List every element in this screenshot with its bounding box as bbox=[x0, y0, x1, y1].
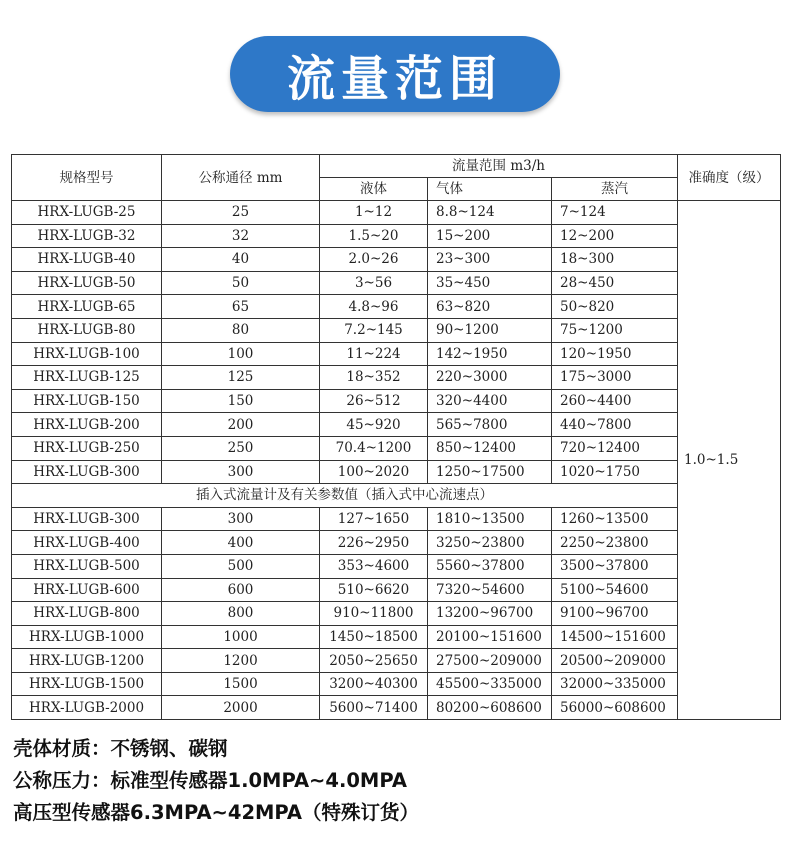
liquid-range-cell: 2.0~26 bbox=[320, 248, 428, 272]
nominal-diameter-cell: 32 bbox=[162, 224, 320, 248]
steam-range-cell: 7~124 bbox=[552, 201, 678, 225]
nominal-diameter-cell: 50 bbox=[162, 271, 320, 295]
table-row bbox=[12, 625, 781, 649]
model-cell: HRX-LUGB-40 bbox=[12, 248, 162, 272]
steam-range-cell: 5100~54600 bbox=[552, 578, 678, 602]
liquid-range-cell: 510~6620 bbox=[320, 578, 428, 602]
header-gas: 气体 bbox=[428, 178, 552, 201]
liquid-range-cell: 1450~18500 bbox=[320, 625, 428, 649]
liquid-range-cell: 11~224 bbox=[320, 342, 428, 366]
liquid-range-cell: 2050~25650 bbox=[320, 649, 428, 673]
table-row bbox=[12, 271, 781, 295]
accuracy-cell: 1.0~1.5 bbox=[678, 201, 781, 720]
note-pressure: 公称压力：标准型传感器1.0MPA~4.0MPA bbox=[13, 769, 407, 792]
table-row bbox=[12, 507, 781, 531]
liquid-range-cell: 100~2020 bbox=[320, 460, 428, 484]
model-cell: HRX-LUGB-200 bbox=[12, 413, 162, 437]
model-cell: HRX-LUGB-300 bbox=[12, 507, 162, 531]
table-row bbox=[12, 672, 781, 696]
steam-range-cell: 120~1950 bbox=[552, 342, 678, 366]
banner-title: 流量范围 bbox=[286, 50, 503, 107]
liquid-range-cell: 910~11800 bbox=[320, 602, 428, 626]
liquid-range-cell: 5600~71400 bbox=[320, 696, 428, 720]
gas-range-cell: 27500~209000 bbox=[428, 649, 552, 673]
gas-range-cell: 320~4400 bbox=[428, 389, 552, 413]
liquid-range-cell: 226~2950 bbox=[320, 531, 428, 555]
nominal-diameter-cell: 1200 bbox=[162, 649, 320, 673]
table-row bbox=[12, 342, 781, 366]
table-row bbox=[12, 554, 781, 578]
title-banner bbox=[230, 36, 560, 112]
model-cell: HRX-LUGB-32 bbox=[12, 224, 162, 248]
model-cell: HRX-LUGB-50 bbox=[12, 271, 162, 295]
note-material: 壳体材质：不锈钢、碳钢 bbox=[13, 737, 228, 760]
steam-range-cell: 20500~209000 bbox=[552, 649, 678, 673]
table-row bbox=[12, 318, 781, 342]
model-cell: HRX-LUGB-100 bbox=[12, 342, 162, 366]
header-model: 规格型号 bbox=[12, 155, 162, 201]
gas-range-cell: 8.8~124 bbox=[428, 201, 552, 225]
liquid-range-cell: 3200~40300 bbox=[320, 672, 428, 696]
table-row bbox=[12, 201, 781, 225]
steam-range-cell: 3500~37800 bbox=[552, 554, 678, 578]
gas-range-cell: 142~1950 bbox=[428, 342, 552, 366]
model-cell: HRX-LUGB-300 bbox=[12, 460, 162, 484]
model-cell: HRX-LUGB-250 bbox=[12, 436, 162, 460]
steam-range-cell: 14500~151600 bbox=[552, 625, 678, 649]
header-nominal-diameter: 公称通径 mm bbox=[162, 155, 320, 201]
model-cell: HRX-LUGB-1500 bbox=[12, 672, 162, 696]
model-cell: HRX-LUGB-150 bbox=[12, 389, 162, 413]
nominal-diameter-cell: 300 bbox=[162, 507, 320, 531]
gas-range-cell: 80200~608600 bbox=[428, 696, 552, 720]
steam-range-cell: 440~7800 bbox=[552, 413, 678, 437]
table-row bbox=[12, 460, 781, 484]
header-liquid: 液体 bbox=[320, 178, 428, 201]
liquid-range-cell: 70.4~1200 bbox=[320, 436, 428, 460]
gas-range-cell: 850~12400 bbox=[428, 436, 552, 460]
liquid-range-cell: 7.2~145 bbox=[320, 318, 428, 342]
gas-range-cell: 45500~335000 bbox=[428, 672, 552, 696]
model-cell: HRX-LUGB-80 bbox=[12, 318, 162, 342]
liquid-range-cell: 353~4600 bbox=[320, 554, 428, 578]
table-row bbox=[12, 366, 781, 390]
gas-range-cell: 7320~54600 bbox=[428, 578, 552, 602]
liquid-range-cell: 26~512 bbox=[320, 389, 428, 413]
nominal-diameter-cell: 600 bbox=[162, 578, 320, 602]
steam-range-cell: 32000~335000 bbox=[552, 672, 678, 696]
model-cell: HRX-LUGB-25 bbox=[12, 201, 162, 225]
note-high-pressure: 高压型传感器6.3MPA~42MPA（特殊订货） bbox=[13, 801, 420, 824]
steam-range-cell: 2250~23800 bbox=[552, 531, 678, 555]
steam-range-cell: 56000~608600 bbox=[552, 696, 678, 720]
nominal-diameter-cell: 40 bbox=[162, 248, 320, 272]
model-cell: HRX-LUGB-1200 bbox=[12, 649, 162, 673]
steam-range-cell: 50~820 bbox=[552, 295, 678, 319]
nominal-diameter-cell: 1500 bbox=[162, 672, 320, 696]
model-cell: HRX-LUGB-600 bbox=[12, 578, 162, 602]
gas-range-cell: 1810~13500 bbox=[428, 507, 552, 531]
gas-range-cell: 63~820 bbox=[428, 295, 552, 319]
steam-range-cell: 75~1200 bbox=[552, 318, 678, 342]
nominal-diameter-cell: 25 bbox=[162, 201, 320, 225]
model-cell: HRX-LUGB-800 bbox=[12, 602, 162, 626]
steam-range-cell: 260~4400 bbox=[552, 389, 678, 413]
header-flow-range: 流量范围 m3/h bbox=[320, 155, 678, 178]
liquid-range-cell: 45~920 bbox=[320, 413, 428, 437]
flow-range-table bbox=[11, 154, 781, 720]
header-accuracy: 准确度（级） bbox=[678, 155, 781, 201]
gas-range-cell: 35~450 bbox=[428, 271, 552, 295]
steam-range-cell: 18~300 bbox=[552, 248, 678, 272]
header-steam: 蒸汽 bbox=[552, 178, 678, 201]
nominal-diameter-cell: 65 bbox=[162, 295, 320, 319]
table-row bbox=[12, 248, 781, 272]
nominal-diameter-cell: 100 bbox=[162, 342, 320, 366]
model-cell: HRX-LUGB-65 bbox=[12, 295, 162, 319]
steam-range-cell: 720~12400 bbox=[552, 436, 678, 460]
table-row bbox=[12, 696, 781, 720]
liquid-range-cell: 1~12 bbox=[320, 201, 428, 225]
gas-range-cell: 23~300 bbox=[428, 248, 552, 272]
model-cell: HRX-LUGB-1000 bbox=[12, 625, 162, 649]
gas-range-cell: 3250~23800 bbox=[428, 531, 552, 555]
section-note-row bbox=[12, 484, 781, 508]
table-row bbox=[12, 389, 781, 413]
table-row bbox=[12, 531, 781, 555]
nominal-diameter-cell: 500 bbox=[162, 554, 320, 578]
nominal-diameter-cell: 80 bbox=[162, 318, 320, 342]
nominal-diameter-cell: 250 bbox=[162, 436, 320, 460]
steam-range-cell: 9100~96700 bbox=[552, 602, 678, 626]
table-row bbox=[12, 649, 781, 673]
table-row bbox=[12, 224, 781, 248]
table-row bbox=[12, 413, 781, 437]
liquid-range-cell: 3~56 bbox=[320, 271, 428, 295]
nominal-diameter-cell: 1000 bbox=[162, 625, 320, 649]
header-row-1 bbox=[12, 155, 781, 178]
liquid-range-cell: 4.8~96 bbox=[320, 295, 428, 319]
model-cell: HRX-LUGB-400 bbox=[12, 531, 162, 555]
liquid-range-cell: 127~1650 bbox=[320, 507, 428, 531]
nominal-diameter-cell: 200 bbox=[162, 413, 320, 437]
notes-block bbox=[13, 733, 419, 829]
gas-range-cell: 90~1200 bbox=[428, 318, 552, 342]
steam-range-cell: 1260~13500 bbox=[552, 507, 678, 531]
gas-range-cell: 220~3000 bbox=[428, 366, 552, 390]
steam-range-cell: 175~3000 bbox=[552, 366, 678, 390]
nominal-diameter-cell: 150 bbox=[162, 389, 320, 413]
liquid-range-cell: 1.5~20 bbox=[320, 224, 428, 248]
nominal-diameter-cell: 400 bbox=[162, 531, 320, 555]
model-cell: HRX-LUGB-2000 bbox=[12, 696, 162, 720]
table-row bbox=[12, 295, 781, 319]
nominal-diameter-cell: 2000 bbox=[162, 696, 320, 720]
nominal-diameter-cell: 125 bbox=[162, 366, 320, 390]
table-row bbox=[12, 578, 781, 602]
gas-range-cell: 1250~17500 bbox=[428, 460, 552, 484]
nominal-diameter-cell: 800 bbox=[162, 602, 320, 626]
nominal-diameter-cell: 300 bbox=[162, 460, 320, 484]
table-row bbox=[12, 602, 781, 626]
gas-range-cell: 15~200 bbox=[428, 224, 552, 248]
steam-range-cell: 1020~1750 bbox=[552, 460, 678, 484]
gas-range-cell: 20100~151600 bbox=[428, 625, 552, 649]
steam-range-cell: 12~200 bbox=[552, 224, 678, 248]
model-cell: HRX-LUGB-500 bbox=[12, 554, 162, 578]
gas-range-cell: 565~7800 bbox=[428, 413, 552, 437]
gas-range-cell: 5560~37800 bbox=[428, 554, 552, 578]
steam-range-cell: 28~450 bbox=[552, 271, 678, 295]
liquid-range-cell: 18~352 bbox=[320, 366, 428, 390]
section-note: 插入式流量计及有关参数值（插入式中心流速点） bbox=[12, 484, 678, 508]
table-row bbox=[12, 436, 781, 460]
gas-range-cell: 13200~96700 bbox=[428, 602, 552, 626]
model-cell: HRX-LUGB-125 bbox=[12, 366, 162, 390]
